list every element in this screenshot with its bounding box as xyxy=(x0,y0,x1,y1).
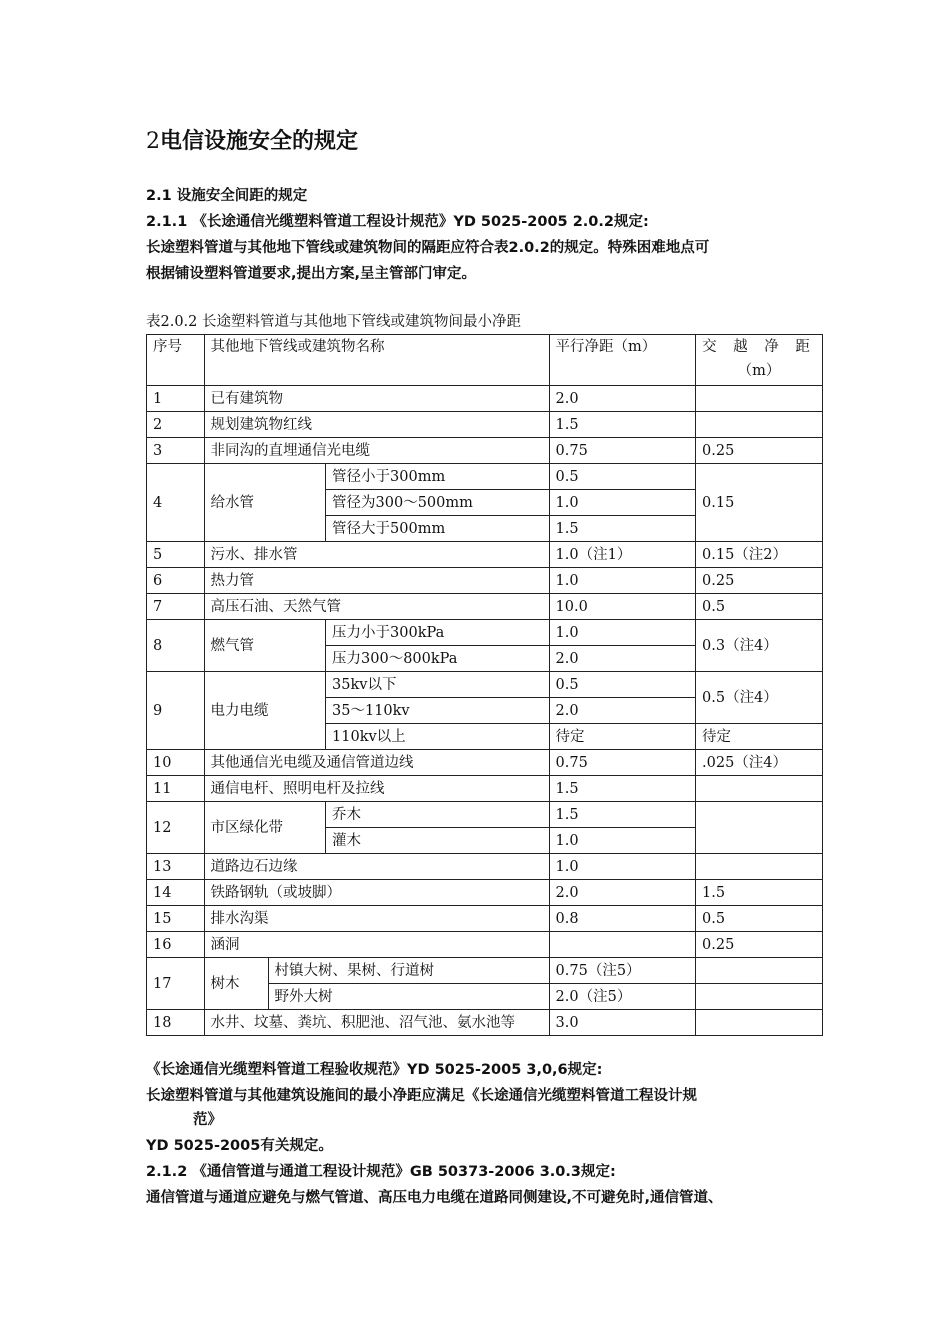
table-row xyxy=(147,386,823,412)
chapter-title: 电信设施安全的规定 xyxy=(160,129,359,154)
cell-seq: 6 xyxy=(147,568,205,594)
cell-parallel: 10.0 xyxy=(549,594,695,620)
cell-seq: 2 xyxy=(147,412,205,438)
header-seq: 序号 xyxy=(147,335,205,386)
table-row xyxy=(147,958,823,984)
section-2-1-2-text-line1: 通信管道与通道应避免与燃气管道、高压电力电缆在道路同侧建设,不可避免时,通信管道、 xyxy=(146,1190,723,1206)
table-row xyxy=(147,412,823,438)
cell-seq: 14 xyxy=(147,880,205,906)
table-caption: 表2.0.2 长途塑料管道与其他地下管线或建筑物间最小净距 xyxy=(146,314,522,330)
cell-parallel: 2.0 xyxy=(549,386,695,412)
cell-subname: 35kv以下 xyxy=(326,672,550,698)
cell-parallel: 3.0 xyxy=(549,1010,695,1036)
cell-cross: 待定 xyxy=(696,724,823,750)
cell-parallel: 1.0 xyxy=(549,828,695,854)
cell-seq: 8 xyxy=(147,620,205,672)
clearance-table xyxy=(146,334,823,1036)
cell-cross: 0.5（注4） xyxy=(696,672,823,724)
cell-parallel: 2.0 xyxy=(549,646,695,672)
cell-name: 铁路钢轨（或坡脚） xyxy=(204,880,549,906)
acceptance-text-line2: 范》 xyxy=(193,1112,222,1128)
table-row xyxy=(147,542,823,568)
cell-seq: 17 xyxy=(147,958,205,1010)
table-row xyxy=(147,932,823,958)
cell-name: 电力电缆 xyxy=(204,672,326,750)
cell-name: 树木 xyxy=(204,958,268,1010)
cell-cross: 0.5 xyxy=(696,906,823,932)
cell-name: 污水、排水管 xyxy=(204,542,549,568)
cell-parallel: 0.5 xyxy=(549,464,695,490)
cell-parallel xyxy=(549,932,695,958)
cell-parallel: 0.75 xyxy=(549,750,695,776)
cell-seq: 12 xyxy=(147,802,205,854)
cell-seq: 13 xyxy=(147,854,205,880)
cell-parallel: 1.0（注1） xyxy=(549,542,695,568)
chapter-heading xyxy=(146,124,358,155)
cell-cross xyxy=(696,854,823,880)
acceptance-text-line1: 长途塑料管道与其他建筑设施间的最小净距应满足《长途通信光缆塑料管道工程设计规 xyxy=(146,1088,697,1104)
cell-parallel: 0.8 xyxy=(549,906,695,932)
cell-name: 非同沟的直埋通信光电缆 xyxy=(204,438,549,464)
cell-subname: 管径为300～500mm xyxy=(326,490,550,516)
section-2-1-2-heading: 2.1.2 《通信管道与通道工程设计规范》GB 50373-2006 3.0.3规定: xyxy=(146,1164,616,1180)
table-row xyxy=(147,594,823,620)
header-name: 其他地下管线或建筑物名称 xyxy=(204,335,549,386)
section-2-1-heading: 2.1 设施安全间距的规定 xyxy=(146,188,308,204)
table-row xyxy=(147,906,823,932)
cell-cross xyxy=(696,776,823,802)
table-row xyxy=(147,672,823,698)
cell-seq: 4 xyxy=(147,464,205,542)
cell-seq: 5 xyxy=(147,542,205,568)
header-cross xyxy=(696,335,823,386)
table-row xyxy=(147,620,823,646)
header-cross-unit: （m） xyxy=(737,363,781,379)
cell-name: 道路边石边缘 xyxy=(204,854,549,880)
cell-name: 通信电杆、照明电杆及拉线 xyxy=(204,776,549,802)
acceptance-text-line3: YD 5025-2005有关规定。 xyxy=(146,1138,333,1154)
cell-name: 涵洞 xyxy=(204,932,549,958)
cell-parallel: 1.5 xyxy=(549,412,695,438)
cell-seq: 18 xyxy=(147,1010,205,1036)
cell-cross: 0.3（注4） xyxy=(696,620,823,672)
table-row xyxy=(147,750,823,776)
cell-parallel: 1.0 xyxy=(549,568,695,594)
cell-seq: 11 xyxy=(147,776,205,802)
table-row xyxy=(147,464,823,490)
cell-parallel: 2.0（注5） xyxy=(549,984,695,1010)
cell-name: 高压石油、天然气管 xyxy=(204,594,549,620)
cell-name: 其他通信光电缆及通信管道边线 xyxy=(204,750,549,776)
cell-cross: 0.15（注2） xyxy=(696,542,823,568)
cell-subname: 110kv以上 xyxy=(326,724,550,750)
cell-name: 给水管 xyxy=(204,464,326,542)
section-2-1-1-heading: 2.1.1 《长途通信光缆塑料管道工程设计规范》YD 5025-2005 2.0.2规定: xyxy=(146,214,649,230)
cell-parallel: 2.0 xyxy=(549,698,695,724)
section-2-1-1-text-line2: 根据铺设塑料管道要求,提出方案,呈主管部门审定。 xyxy=(146,266,477,282)
cell-parallel: 待定 xyxy=(549,724,695,750)
cell-subname: 野外大树 xyxy=(268,984,549,1010)
cell-subname: 村镇大树、果树、行道树 xyxy=(268,958,549,984)
acceptance-heading: 《长途通信光缆塑料管道工程验收规范》YD 5025-2005 3,0,6规定: xyxy=(146,1062,603,1078)
chapter-number: 2 xyxy=(146,129,160,154)
cell-parallel: 0.75 xyxy=(549,438,695,464)
cell-cross: 0.5 xyxy=(696,594,823,620)
cell-cross: 0.25 xyxy=(696,932,823,958)
cell-seq: 9 xyxy=(147,672,205,750)
table-row xyxy=(147,1010,823,1036)
table-row xyxy=(147,568,823,594)
cell-name: 热力管 xyxy=(204,568,549,594)
cell-parallel: 1.0 xyxy=(549,854,695,880)
cell-subname: 乔木 xyxy=(326,802,550,828)
cell-parallel: 1.0 xyxy=(549,490,695,516)
table-row xyxy=(147,438,823,464)
cell-parallel: 1.5 xyxy=(549,516,695,542)
cell-subname: 压力小于300kPa xyxy=(326,620,550,646)
cell-seq: 1 xyxy=(147,386,205,412)
cell-name: 排水沟渠 xyxy=(204,906,549,932)
cell-cross xyxy=(696,802,823,854)
section-2-1-1-text-line1: 长途塑料管道与其他地下管线或建筑物间的隔距应符合表2.0.2的规定。特殊困难地点可 xyxy=(146,240,710,256)
cell-parallel: 0.5 xyxy=(549,672,695,698)
cell-parallel: 1.5 xyxy=(549,776,695,802)
cell-cross xyxy=(696,958,823,984)
cell-subname: 35～110kv xyxy=(326,698,550,724)
cell-parallel: 1.5 xyxy=(549,802,695,828)
cell-name: 市区绿化带 xyxy=(204,802,326,854)
cell-seq: 3 xyxy=(147,438,205,464)
cell-cross: 1.5 xyxy=(696,880,823,906)
cell-cross xyxy=(696,412,823,438)
cell-parallel: 2.0 xyxy=(549,880,695,906)
table-row xyxy=(147,802,823,828)
cell-seq: 16 xyxy=(147,932,205,958)
cell-seq: 7 xyxy=(147,594,205,620)
cell-seq: 15 xyxy=(147,906,205,932)
table-row xyxy=(147,880,823,906)
table-header-row xyxy=(147,335,823,386)
cell-parallel: 0.75（注5） xyxy=(549,958,695,984)
cell-subname: 灌木 xyxy=(326,828,550,854)
cell-name: 已有建筑物 xyxy=(204,386,549,412)
cell-cross xyxy=(696,984,823,1010)
cell-subname: 管径大于500mm xyxy=(326,516,550,542)
cell-cross xyxy=(696,1010,823,1036)
header-parallel: 平行净距（m） xyxy=(549,335,695,386)
table-row xyxy=(147,854,823,880)
cell-cross: .025（注4） xyxy=(696,750,823,776)
cell-subname: 压力300～800kPa xyxy=(326,646,550,672)
cell-seq: 10 xyxy=(147,750,205,776)
cell-subname: 管径小于300mm xyxy=(326,464,550,490)
cell-name: 规划建筑物红线 xyxy=(204,412,549,438)
cell-cross: 0.25 xyxy=(696,438,823,464)
cell-parallel: 1.0 xyxy=(549,620,695,646)
cell-name: 水井、坟墓、粪坑、积肥池、沼气池、氨水池等 xyxy=(204,1010,549,1036)
table-row xyxy=(147,776,823,802)
cell-cross: 0.25 xyxy=(696,568,823,594)
cell-cross xyxy=(696,386,823,412)
cell-name: 燃气管 xyxy=(204,620,326,672)
header-cross-label: 交 越 净 距 xyxy=(702,339,816,355)
cell-cross: 0.15 xyxy=(696,464,823,542)
